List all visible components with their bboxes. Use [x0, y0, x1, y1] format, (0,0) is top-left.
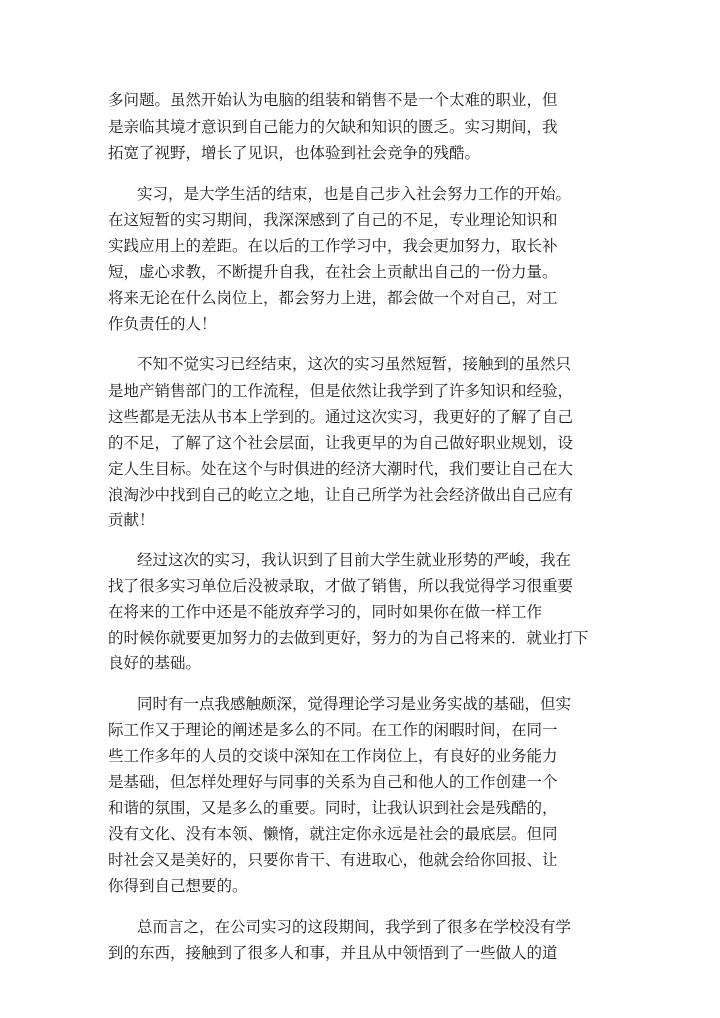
- text-line: 实践应用上的差距。在以后的工作学习中，我会更加努力，取长补: [108, 237, 558, 255]
- text-line: 作负责任的人！: [108, 315, 217, 333]
- text-line: 经过这次的实习，我认识到了目前大学生就业形势的严峻，我在: [137, 551, 572, 569]
- text-line: 良好的基础。: [108, 654, 202, 672]
- text-line: 些工作多年的人员的交谈中深知在工作岗位上，有良好的业务能力: [108, 747, 558, 765]
- text-line: 没有文化、没有本领、懒惰，就注定你永远是社会的最底层。但同: [108, 825, 558, 843]
- text-line: 短，虚心求教，不断提升自我，在社会上贡献出自己的一份力量。: [108, 263, 558, 281]
- text-line: 同时有一点我感触颇深，觉得理论学习是业务实战的基础，但实: [137, 695, 572, 713]
- text-line: 的不足，了解了这个社会层面，让我更早的为自己做好职业规划，设: [108, 434, 574, 452]
- text-line: 是地产销售部门的工作流程，但是依然让我学到了许多知识和经验，: [108, 382, 574, 400]
- text-line: 际工作又于理论的阐述是多么的不同。在工作的闲暇时间，在同一: [108, 721, 558, 739]
- text-line: 在将来的工作中还是不能放弃学习的，同时如果你在做一样工作: [108, 603, 543, 621]
- text-line: 是亲临其境才意识到自己能力的欠缺和知识的匮乏。实习期间，我: [108, 118, 558, 136]
- text-line: 这些都是无法从书本上学到的。通过这次实习，我更好的了解了自己: [108, 408, 574, 426]
- text-line: 总而言之，在公司实习的这段期间，我学到了很多在学校没有学: [137, 918, 572, 936]
- text-line: 实习，是大学生活的结束，也是自己步入社会努力工作的开始。: [137, 185, 572, 203]
- text-line: 在这短暂的实习期间，我深深感到了自己的不足，专业理论知识和: [108, 211, 558, 229]
- text-line: 将来无论在什么岗位上，都会努力上进，都会做一个对自己，对工: [108, 289, 558, 307]
- text-line: 多问题。虽然开始认为电脑的组装和销售不是一个太难的职业，但: [108, 91, 558, 109]
- text-line: 时社会又是美好的，只要你肯干、有进取心，他就会给你回报、让: [108, 851, 558, 869]
- text-line: 的时候你就要更加努力的去做到更好，努力的为自己将来的．就业打下: [108, 629, 589, 647]
- text-line: 你得到自己想要的。: [108, 877, 248, 895]
- text-line: 不知不觉实习已经结束，这次的实习虽然短暂，接触到的虽然只: [137, 355, 572, 373]
- text-line: 拓宽了视野，增长了见识，也体验到社会竞争的残酷。: [108, 144, 481, 162]
- text-line: 贡献！: [108, 511, 155, 529]
- text-line: 定人生目标。处在这个与时俱进的经济大潮时代，我们要让自己在大: [108, 460, 574, 478]
- text-line: 找了很多实习单位后没被录取，才做了销售，所以我觉得学习很重要: [108, 577, 574, 595]
- text-line: 和谐的氛围，又是多么的重要。同时，让我认识到社会是残酷的，: [108, 799, 558, 817]
- text-line: 到的东西，接触到了很多人和事，并且从中领悟到了一些做人的道: [108, 944, 558, 962]
- text-line: 浪淘沙中找到自己的屹立之地，让自己所学为社会经济做出自己应有: [108, 486, 574, 504]
- text-line: 是基础，但怎样处理好与同事的关系为自己和他人的工作创建一个: [108, 773, 558, 791]
